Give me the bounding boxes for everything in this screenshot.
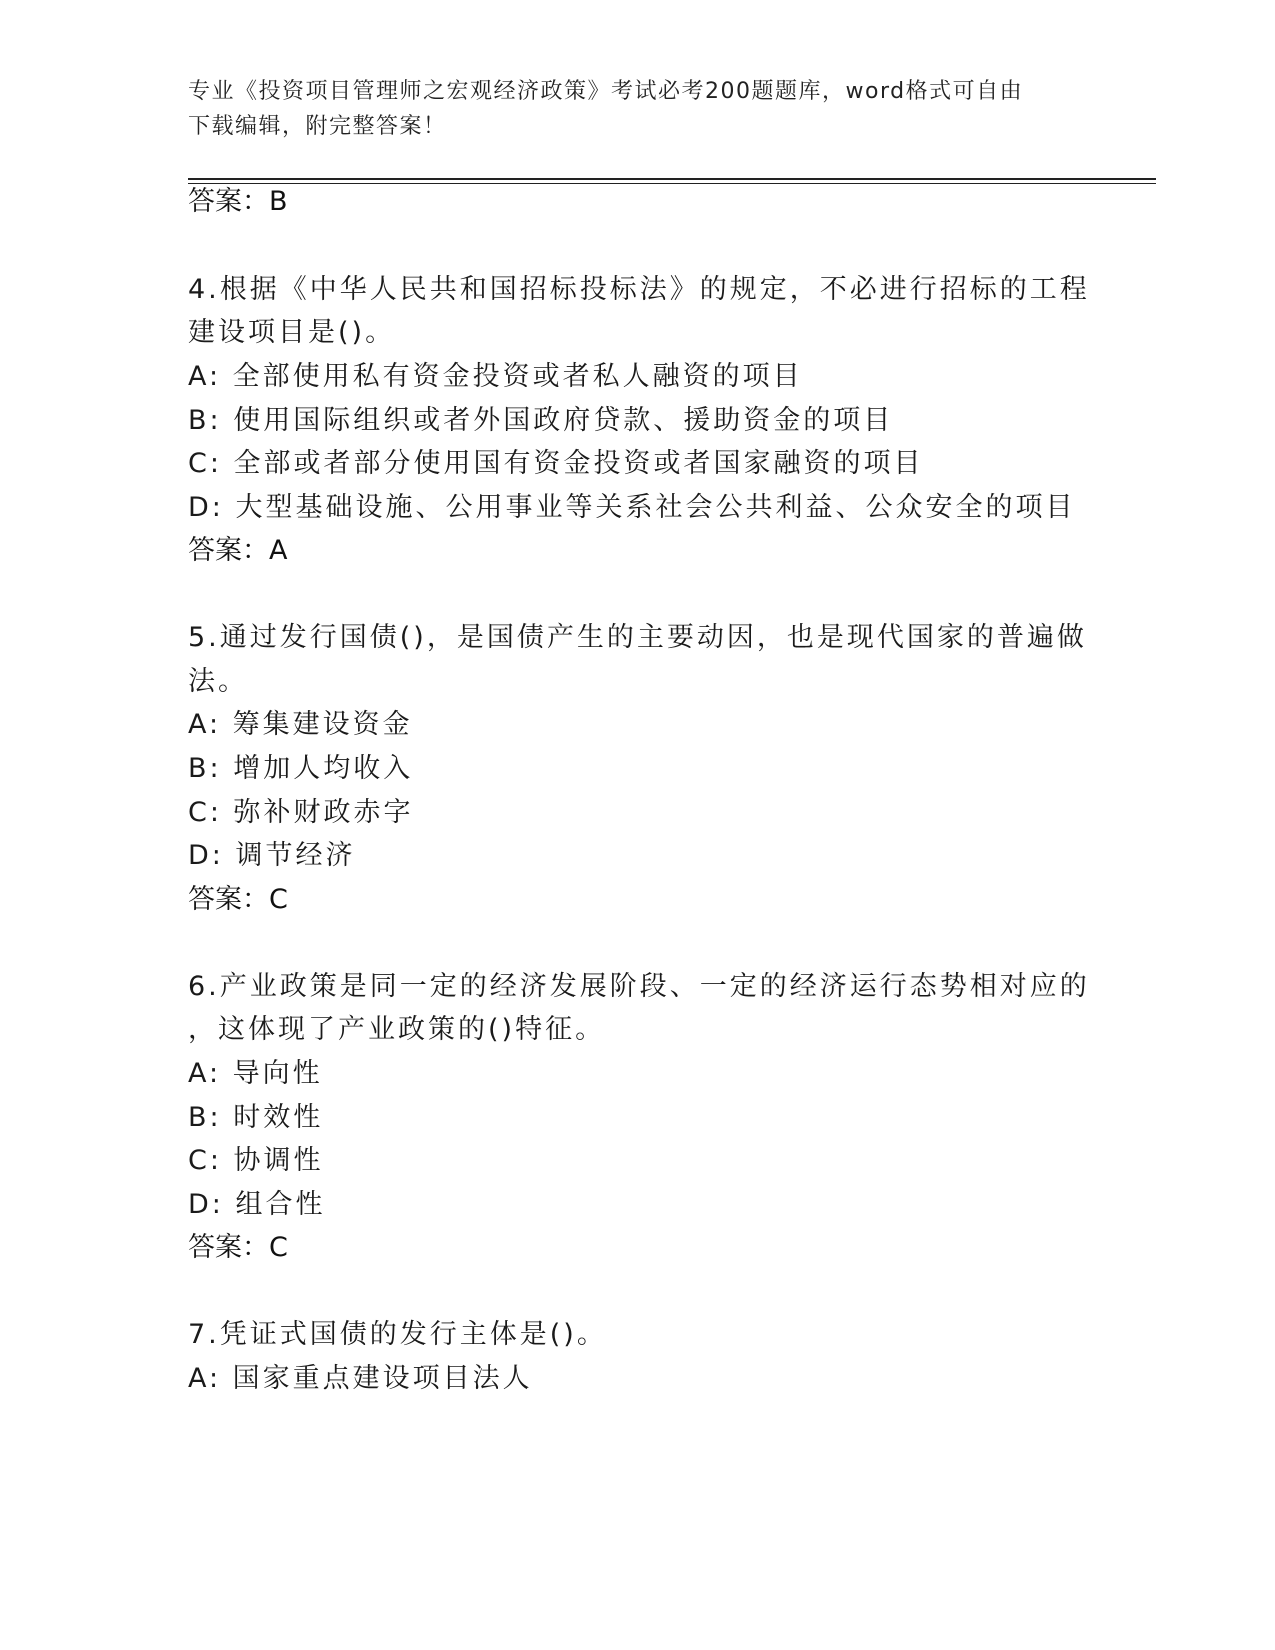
question-4-answer: 答案：A xyxy=(188,535,288,566)
question-6-option-a: A: 导向性 xyxy=(188,1058,323,1089)
question-7-stem-line-1: 7.凭证式国债的发行主体是()。 xyxy=(188,1319,607,1350)
document-header-note xyxy=(188,74,1068,144)
question-6-answer: 答案：C xyxy=(188,1232,288,1263)
header-divider-thin xyxy=(188,183,1156,184)
question-5-answer: 答案：C xyxy=(188,884,288,915)
question-5-option-b: B: 增加人均收入 xyxy=(188,753,414,784)
question-5-option-c: C: 弥补财政赤字 xyxy=(188,797,414,828)
question-6-option-c: C: 协调性 xyxy=(188,1145,324,1176)
header-note-line-2: 下载编辑，附完整答案！ xyxy=(188,114,447,139)
question-7-option-a: A: 国家重点建设项目法人 xyxy=(188,1363,533,1394)
question-5-option-a: A: 筹集建设资金 xyxy=(188,709,413,740)
question-4-option-c: C: 全部或者部分使用国有资金投资或者国家融资的项目 xyxy=(188,448,924,479)
question-5-stem-line-2: 法。 xyxy=(188,666,248,697)
header-divider-thick xyxy=(188,178,1156,180)
question-4-stem-line-2: 建设项目是()。 xyxy=(188,317,396,348)
question-4-option-d: D: 大型基础设施、公用事业等关系社会公共利益、公众安全的项目 xyxy=(188,492,1076,523)
header-note-line-1: 专业《投资项目管理师之宏观经济政策》考试必考200题题库，word格式可自由 xyxy=(188,79,1024,104)
question-6-stem-line-1: 6.产业政策是同一定的经济发展阶段、一定的经济运行态势相对应的 xyxy=(188,971,1090,1002)
answer-previous-question: 答案：B xyxy=(188,186,288,217)
question-4-option-b: B: 使用国际组织或者外国政府贷款、援助资金的项目 xyxy=(188,405,894,436)
question-6-stem-line-2: ，这体现了产业政策的()特征。 xyxy=(188,1014,606,1045)
question-6-option-d: D: 组合性 xyxy=(188,1189,326,1220)
question-6-option-b: B: 时效性 xyxy=(188,1102,324,1133)
question-4-stem-line-1: 4.根据《中华人民共和国招标投标法》的规定，不必进行招标的工程 xyxy=(188,274,1090,305)
question-4-option-a: A: 全部使用私有资金投资或者私人融资的项目 xyxy=(188,361,803,392)
question-5-stem-line-1: 5.通过发行国债()，是国债产生的主要动因，也是现代国家的普遍做 xyxy=(188,622,1087,653)
question-5-option-d: D: 调节经济 xyxy=(188,840,356,871)
